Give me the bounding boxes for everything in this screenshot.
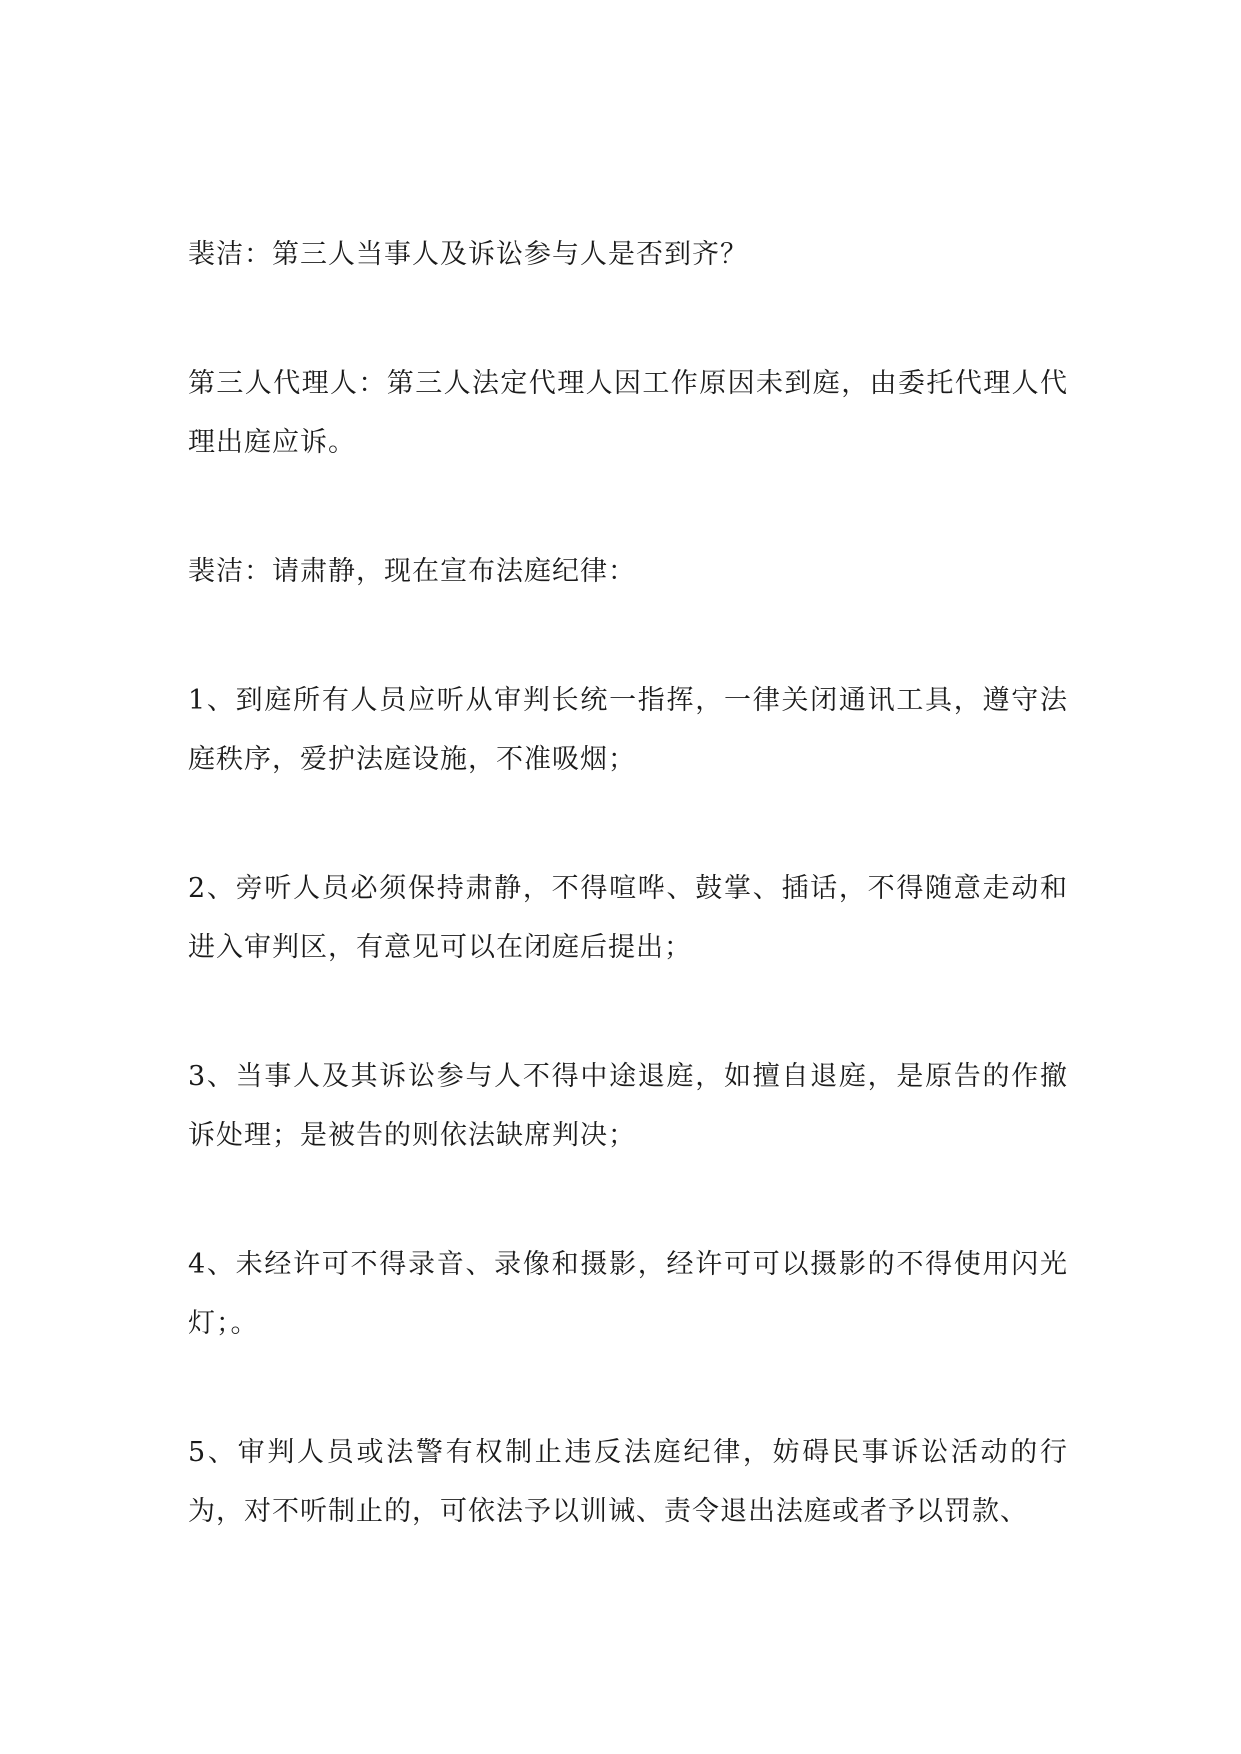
paragraph-court-discipline-intro: 裴洁：请肃静，现在宣布法庭纪律： xyxy=(188,556,636,587)
paragraph-rule-2: 2、旁听人员必须保持肃静，不得喧哗、鼓掌、插话，不得随意走动和进入审判区，有意见可以在闭庭后提出； xyxy=(188,873,1068,963)
paragraph-rule-5: 5、审判人员或法警有权制止违反法庭纪律，妨碍民事诉讼活动的行为，对不听制止的，可依法予以训诫、责令退出法庭或者予以罚款、 xyxy=(188,1437,1068,1527)
paragraph-judge-roll-call: 裴洁：第三人当事人及诉讼参与人是否到齐？ xyxy=(188,239,748,270)
paragraph-rule-3: 3、当事人及其诉讼参与人不得中途退庭，如擅自退庭，是原告的作撤诉处理；是被告的则依法缺席判决； xyxy=(188,1061,1068,1151)
document-body xyxy=(188,225,1068,1611)
paragraph-rule-1: 1、到庭所有人员应听从审判长统一指挥，一律关闭通讯工具，遵守法庭秩序，爱护法庭设施，不准吸烟； xyxy=(188,685,1068,775)
paragraph-third-party-agent: 第三人代理人：第三人法定代理人因工作原因未到庭，由委托代理人代理出庭应诉。 xyxy=(188,368,1068,458)
paragraph-rule-4: 4、未经许可不得录音、录像和摄影，经许可可以摄影的不得使用闪光灯；。 xyxy=(188,1249,1068,1339)
